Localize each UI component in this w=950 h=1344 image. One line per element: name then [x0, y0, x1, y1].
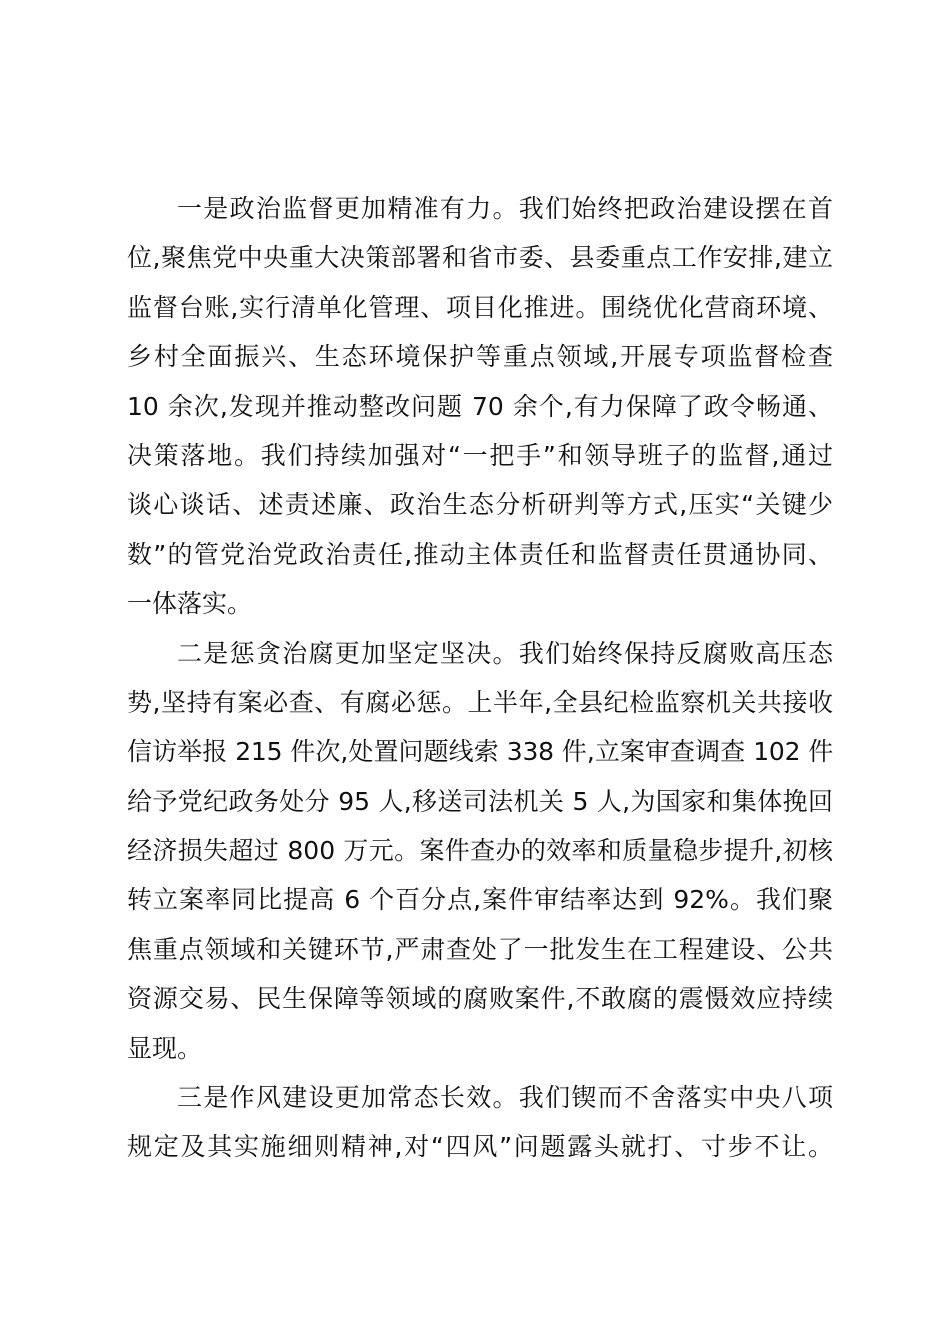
text-line: 规定及其实施细则精神,对“四风”问题露头就打、寸步不让。	[127, 1132, 833, 1162]
text-line: 势,坚持有案必查、有腐必惩。上半年,全县纪检监察机关共接收	[127, 687, 833, 717]
text-line: 转立案率同比提高 6 个百分点,案件审结率达到 92%。我们聚	[127, 885, 833, 915]
paragraph-anti-corruption	[127, 629, 833, 1074]
text-line: 给予党纪政务处分 95 人,移送司法机关 5 人,为国家和集体挽回	[127, 786, 833, 816]
text-line: 资源交易、民生保障等领域的腐败案件,不敢腐的震慑效应持续	[127, 984, 833, 1014]
paragraph-work-style	[127, 1073, 833, 1172]
text-line: 经济损失超过 800 万元。案件查办的效率和质量稳步提升,初核	[127, 836, 833, 866]
text-line: 一是政治监督更加精准有力。我们始终把政治建设摆在首	[177, 194, 833, 223]
text-line: 显现。	[127, 1033, 203, 1063]
text-line: 一体落实。	[127, 589, 253, 619]
text-line: 乡村全面振兴、生态环境保护等重点领域,开展专项监督检查	[127, 342, 833, 372]
text-line: 二是惩贪治腐更加坚定坚决。我们始终保持反腐败高压态	[177, 638, 833, 668]
text-line: 10 余次,发现并推动整改问题 70 余个,有力保障了政令畅通、	[127, 391, 833, 421]
paragraph-political-supervision	[127, 184, 833, 629]
text-line: 位,聚焦党中央重大决策部署和省市委、县委重点工作安排,建立	[127, 243, 833, 273]
text-line: 数”的管党治党政治责任,推动主体责任和监督责任贯通协同、	[127, 539, 833, 569]
text-line: 监督台账,实行清单化管理、项目化推进。围绕优化营商环境、	[127, 292, 833, 322]
text-line: 焦重点领域和关键环节,严肃查处了一批发生在工程建设、公共	[127, 934, 833, 964]
text-line: 决策落地。我们持续加强对“一把手”和领导班子的监督,通过	[127, 440, 833, 470]
body-text	[127, 184, 833, 1172]
text-line: 三是作风建设更加常态长效。我们锲而不舍落实中央八项	[177, 1083, 833, 1113]
text-line: 谈心谈话、述责述廉、政治生态分析研判等方式,压实“关键少	[127, 490, 833, 520]
text-line: 信访举报 215 件次,处置问题线索 338 件,立案审查调查 102 件	[127, 737, 833, 767]
